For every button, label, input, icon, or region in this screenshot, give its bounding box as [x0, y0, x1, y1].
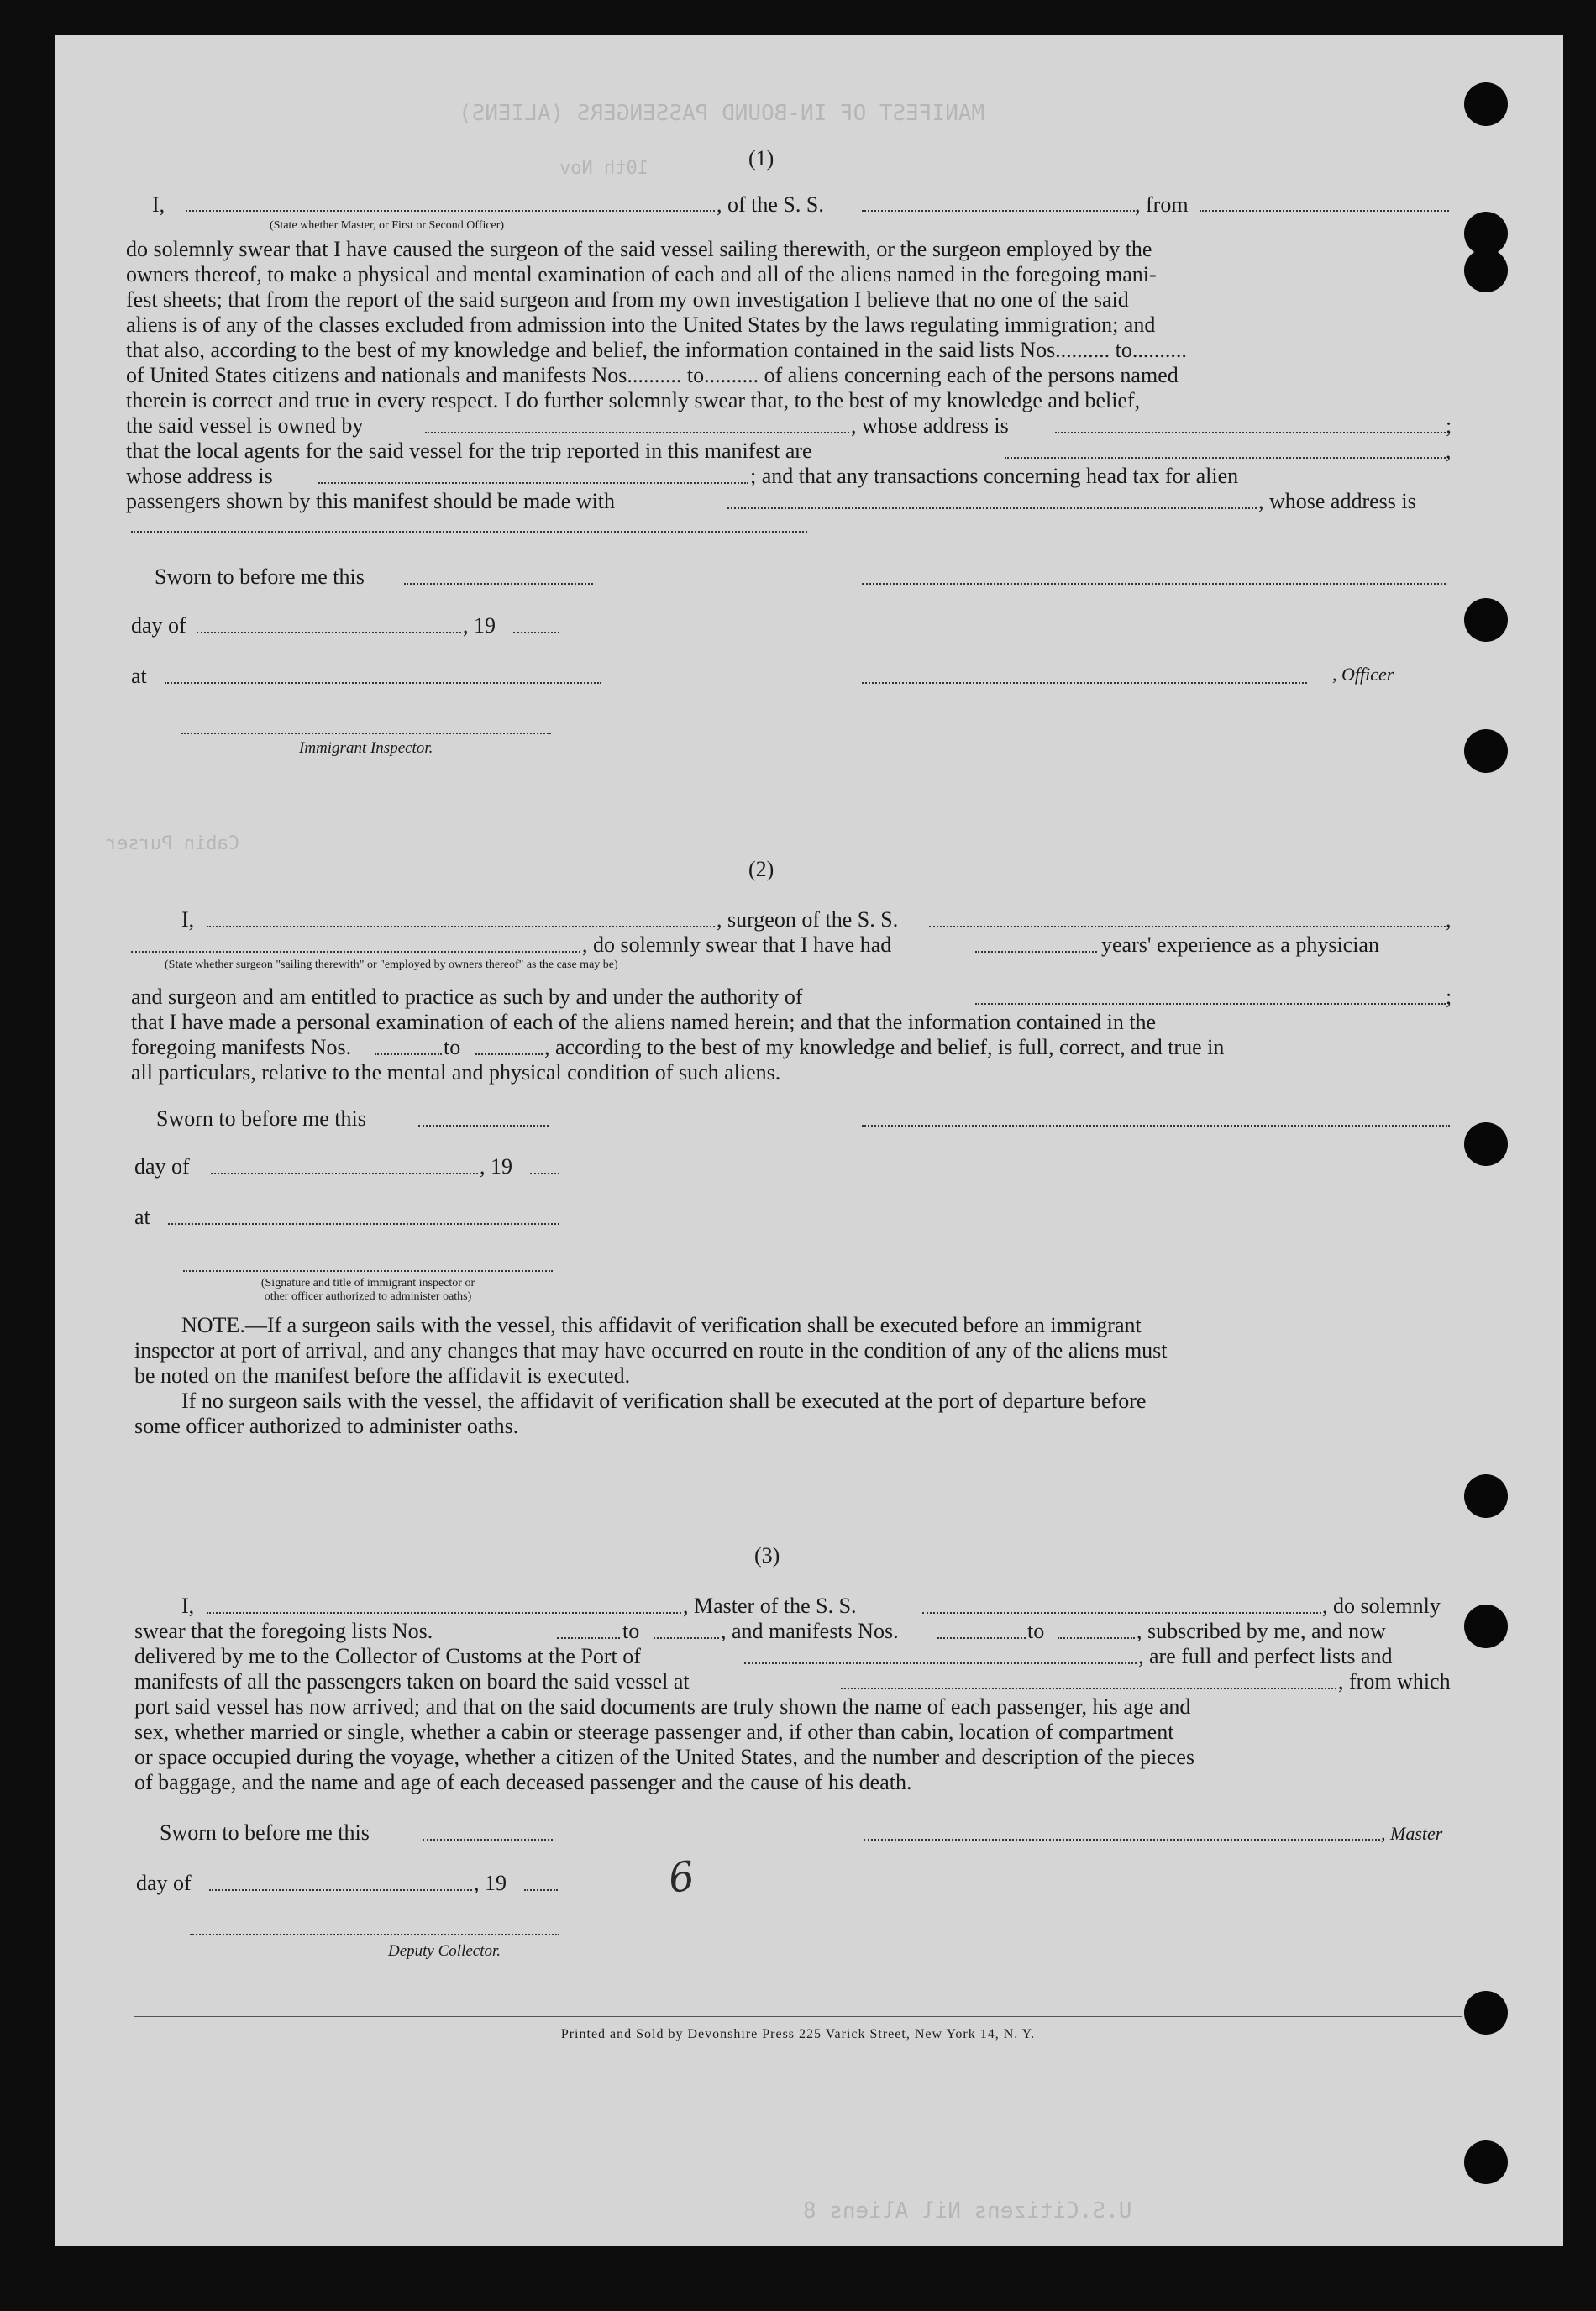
inspector-signature-field-2	[183, 1270, 553, 1272]
collector-port-label: delivered by me to the Collector of Customs at the Port of	[134, 1644, 641, 1668]
punch-hole	[1464, 2140, 1508, 2184]
agent-address-label: whose address is	[126, 464, 273, 488]
note-line: NOTE.—If a surgeon sails with the vessel, this affidavit of verification shall be executed before an immigrant	[181, 1313, 1142, 1337]
section1-body-line: of United States citizens and nationals and manifests Nos.......... to.......... of aliens concerning each of the persons named	[126, 363, 1179, 387]
owner-field	[425, 432, 849, 433]
surgeon-note: (State whether surgeon "sailing therewith" or "employed by owners thereof" as the case may be)	[165, 959, 618, 971]
head-tax-party-field	[727, 507, 1257, 509]
at-label-1: at	[131, 664, 147, 688]
master-vessel-field	[922, 1612, 1321, 1614]
section3-body-line: sex, whether married or single, whether a cabin or steerage passenger and, if other than cabin, location of compartment	[134, 1720, 1174, 1744]
section3-heading: (3)	[754, 1543, 780, 1568]
lists-from-field	[557, 1637, 620, 1639]
sig-note-1: (Signature and title of immigrant inspector or	[260, 1277, 475, 1289]
section1-body-line: do solemnly swear that I have caused the surgeon of the said vessel sailing therewith, or the surgeon employed by the	[126, 237, 1152, 261]
manifests-from-field	[937, 1637, 1026, 1639]
section3-i: I,	[181, 1594, 195, 1618]
year-field-1	[513, 632, 559, 633]
years-field	[975, 951, 1097, 953]
section1-body-line: aliens is of any of the classes excluded from admission into the United States by the laws regulating immigration; and	[126, 313, 1156, 337]
departure-port-field	[841, 1688, 1336, 1689]
owned-by-label: the said vessel is owned by	[126, 413, 364, 438]
surgeon-signature-field	[862, 1125, 1450, 1127]
swear-label: , do solemnly swear that I have had	[582, 932, 892, 957]
note-line: be noted on the manifest before the affidavit is executed.	[134, 1363, 631, 1388]
owner-address-field	[1055, 432, 1446, 433]
section1-body-line: fest sheets; that from the report of the said surgeon and from my own investigation I believe that no one of the said	[126, 287, 1129, 312]
at-field-2	[168, 1223, 559, 1225]
bleed-through-purser: Cabin Purser	[106, 833, 239, 854]
inspector-signature-field	[181, 733, 551, 734]
lists-to-field	[654, 1637, 719, 1639]
punch-hole	[1464, 82, 1508, 126]
collector-signature-field	[190, 1934, 559, 1935]
years-label: years' experience as a physician	[1101, 932, 1379, 957]
year-field-3	[524, 1889, 558, 1891]
of-ss-label: , of the S. S.	[717, 192, 824, 217]
from-which-label: , from which	[1338, 1669, 1451, 1694]
handwritten-mark: 6	[665, 1852, 698, 1903]
note-line: some officer authorized to administer oaths.	[134, 1414, 519, 1438]
punch-hole	[1464, 729, 1508, 773]
collector-label: Deputy Collector.	[388, 1942, 501, 1960]
sworn-date-field-3	[423, 1839, 553, 1841]
section2-body-line: all particulars, relative to the mental and physical condition of such aliens.	[131, 1060, 781, 1085]
manifest-to-field	[475, 1053, 543, 1055]
year-label-1: , 19	[463, 613, 496, 638]
sworn-date-field-2	[418, 1125, 549, 1127]
bleed-through-count: U.S.Citizens Nil Aliens 8	[803, 2198, 1132, 2224]
at-label-2: at	[134, 1205, 150, 1229]
section1-heading: (1)	[748, 146, 774, 171]
owner-address-label: , whose address is	[851, 413, 1009, 438]
officer-signature-field	[862, 583, 1446, 585]
passengers-label: passengers shown by this manifest should be made with	[126, 489, 616, 513]
day-of-label-2: day of	[134, 1154, 190, 1179]
local-agents-field	[1005, 457, 1446, 459]
section2-body-line: that I have made a personal examination of each of the aliens named herein; and that the information contained in the	[131, 1010, 1157, 1034]
officer-name-field	[186, 210, 715, 212]
agent-address-field	[318, 482, 748, 484]
section1-body-line: that also, according to the best of my knowledge and belief, the information contained in the said lists Nos.......... to..........	[126, 338, 1187, 362]
surgeon-vessel-field	[929, 926, 1446, 927]
punch-hole	[1464, 249, 1508, 292]
master-signature-field	[864, 1839, 1380, 1841]
bleed-through-date: 10th Nov	[559, 158, 648, 179]
year-label-2: , 19	[480, 1154, 512, 1179]
inspector-label: Immigrant Inspector.	[299, 739, 433, 757]
note-line: inspector at port of arrival, and any changes that may have occurred en route in the condition of any of the aliens must	[134, 1338, 1168, 1363]
officer-title-field	[862, 682, 1307, 684]
section2-i: I,	[181, 907, 195, 932]
section2-body-line: , according to the best of my knowledge and belief, is full, correct, and true in	[544, 1035, 1225, 1059]
sworn-date-field-1	[404, 583, 593, 585]
master-label: , Master	[1381, 1823, 1443, 1844]
officer-label: , Officer	[1332, 664, 1394, 685]
manifests-label-3: , and manifests Nos.	[721, 1619, 899, 1643]
local-agents-label: that the local agents for the said vessel for the trip reported in this manifest are	[126, 439, 812, 463]
officer-note: (State whether Master, or First or Second Officer)	[270, 219, 505, 232]
head-tax-address-field	[131, 531, 807, 533]
day-field-2	[211, 1173, 478, 1174]
to-label-3b: to	[1027, 1619, 1045, 1643]
punch-hole	[1464, 598, 1508, 642]
section3-body-line: or space occupied during the voyage, whether a citizen of the United States, and the number and description of the pieces	[134, 1745, 1195, 1769]
surgeon-name-field	[207, 926, 715, 927]
sworn-label-3: Sworn to before me this	[160, 1820, 370, 1845]
year-field-2	[530, 1173, 559, 1174]
from-port-field	[1200, 210, 1449, 212]
footer-rule	[134, 2016, 1462, 2017]
punch-hole	[1464, 1474, 1508, 1518]
sworn-label-1: Sworn to before me this	[155, 565, 365, 589]
manifests-label: foregoing manifests Nos.	[131, 1035, 352, 1059]
port-field	[744, 1662, 1137, 1664]
lists-label: swear that the foregoing lists Nos.	[134, 1619, 433, 1643]
taken-aboard-label: manifests of all the passengers taken on board the said vessel at	[134, 1669, 690, 1694]
surgeon-type-field	[131, 951, 580, 953]
bleed-through-header: MANIFEST OF IN-BOUND PASSENGERS (ALIENS)	[459, 101, 985, 126]
manifests-to-field	[1058, 1637, 1135, 1639]
day-field-1	[197, 632, 461, 633]
head-tax-text: ; and that any transactions concerning head tax for alien	[750, 464, 1239, 488]
master-of-label: , Master of the S. S.	[683, 1594, 857, 1618]
to-label-3a: to	[622, 1619, 640, 1643]
punch-hole	[1464, 1122, 1508, 1166]
section2-heading: (2)	[748, 857, 774, 881]
document-page: MANIFEST OF IN-BOUND PASSENGERS (ALIENS) 10th Nov Cabin Purser U.S.Citizens Nil Aliens 8 (1) I, , of the S. S. , from (State whether Master, or First or Second Officer) do solemnly swear that I have caused the surgeon of the said vessel sailing therewith, or the surgeon employed by the owners thereof, to make a physical and mental examination of each and all of the aliens named in the foregoing mani- fest sheets; that from the report of the said surgeon and from my own investigation I believe that no one of the said aliens is of any of the classes excluded from admission into the United States by the laws regulating immigration; and that also, according to the best of my knowledge and belief, the information contained in the said lists Nos.......... to.......... of United States citizens and nationals and manifests Nos.......... to.......... of aliens concerning each of the persons named therein is correct and true in every respect. I do further solemnly swear that, to the best of my knowledge and belief, the said vessel is owned by , whose address is ; that the local agents for the said vessel for the trip reported in this manifest are , whose address is ; and that any transactions concerning head tax for alien passengers shown by this manifest should be made with , whose address is Sworn to before me this day of , 19 at , Officer Immigrant Inspector. (2) I, , surgeon of the S. S. , , do solemnly swear that I have had years' experience as a physician (State whether surgeon "sailing therewith" or "employed by owners thereof" as the case may be) and surgeon and am entitled to practice as such by and under the authority of ; that I have made a personal examination of each of the aliens named herein; and that the information contained in the foregoing manifests Nos. to , according to the best of my knowledge and belief, is full, correct, and true in all particulars, relative to the mental and physical condition of such aliens. Sworn to before me this day of , 19 at (Signature and title of immigrant inspector or other officer authorized to administer oaths) NOTE.—If a surgeon sails with the vessel, this affidavit of verification shall be executed before an immigrant inspector at port of arrival, and any changes that may have occurred en route in the condition of any of the aliens must be noted on the manifest before the affidavit is executed. If no surgeon sails with the vessel, the affidavit of verification shall be executed at the port of departure before some officer authorized to administer oaths. (3) I, , Master of the S. S. , do solemnly swear that the foregoing lists Nos. to , and manifests Nos. to , subscribed by me, and now delivered by me to the Collector of Customs at the Port of , are full and perfect lists and manifests of all the passengers taken on board the said vessel at , from which port said vessel has now arrived; and that on the said documents are truly shown the name of each passenger, his age and sex, whether married or single, whether a cabin or steerage passenger and, if other than cabin, location of compartment or space occupied during the voyage, whether a citizen of the United States, and the number and description of the pieces of baggage, and the name and age of each deceased passenger and the cause of his death. Sworn to before me this , Master day of , 19 6 Deputy Collector. Printed and Sold by Devonshire Press 225 Varick Street, New York 14, N. Y.	[55, 35, 1563, 2246]
year-label-3: , 19	[474, 1871, 507, 1895]
section3-body-line: port said vessel has now arrived; and that on the said documents are truly shown the name of each passenger, his age and	[134, 1694, 1191, 1719]
surgeon-of-label: , surgeon of the S. S.	[717, 907, 899, 932]
day-of-label-1: day of	[131, 613, 186, 638]
sworn-label-2: Sworn to before me this	[156, 1106, 366, 1131]
head-tax-address-label: , whose address is	[1258, 489, 1416, 513]
subscribed-label: , subscribed by me, and now	[1137, 1619, 1386, 1643]
full-perfect-label: , are full and perfect lists and	[1138, 1644, 1393, 1668]
at-field-1	[165, 682, 601, 684]
authority-field	[975, 1003, 1446, 1005]
vessel-name-field	[862, 210, 1135, 212]
section3-body-line: of baggage, and the name and age of each deceased passenger and the cause of his death.	[134, 1770, 912, 1794]
printer-footer: Printed and Sold by Devonshire Press 225 Varick Street, New York 14, N. Y.	[560, 2027, 1036, 2041]
day-field-3	[209, 1889, 472, 1891]
note-line: If no surgeon sails with the vessel, the affidavit of verification shall be executed at the port of departure before	[181, 1389, 1147, 1413]
section1-body-line: owners thereof, to make a physical and mental examination of each and all of the aliens named in the foregoing mani-	[126, 262, 1157, 286]
authority-label: and surgeon and am entitled to practice as such by and under the authority of	[131, 985, 803, 1009]
to-label-2: to	[444, 1035, 461, 1059]
section1-i: I,	[152, 192, 165, 217]
punch-hole	[1464, 1991, 1508, 2035]
day-of-label-3: day of	[136, 1871, 192, 1895]
punch-hole	[1464, 1605, 1508, 1648]
from-label: , from	[1135, 192, 1189, 217]
sig-note-2: other officer authorized to administer oaths)	[264, 1290, 472, 1303]
section1-body-line: therein is correct and true in every respect. I do further solemnly swear that, to the best of my knowledge and belief,	[126, 388, 1141, 412]
manifest-from-field	[375, 1053, 442, 1055]
do-solemnly-label: , do solemnly	[1322, 1594, 1441, 1618]
master-name-field	[207, 1612, 681, 1614]
